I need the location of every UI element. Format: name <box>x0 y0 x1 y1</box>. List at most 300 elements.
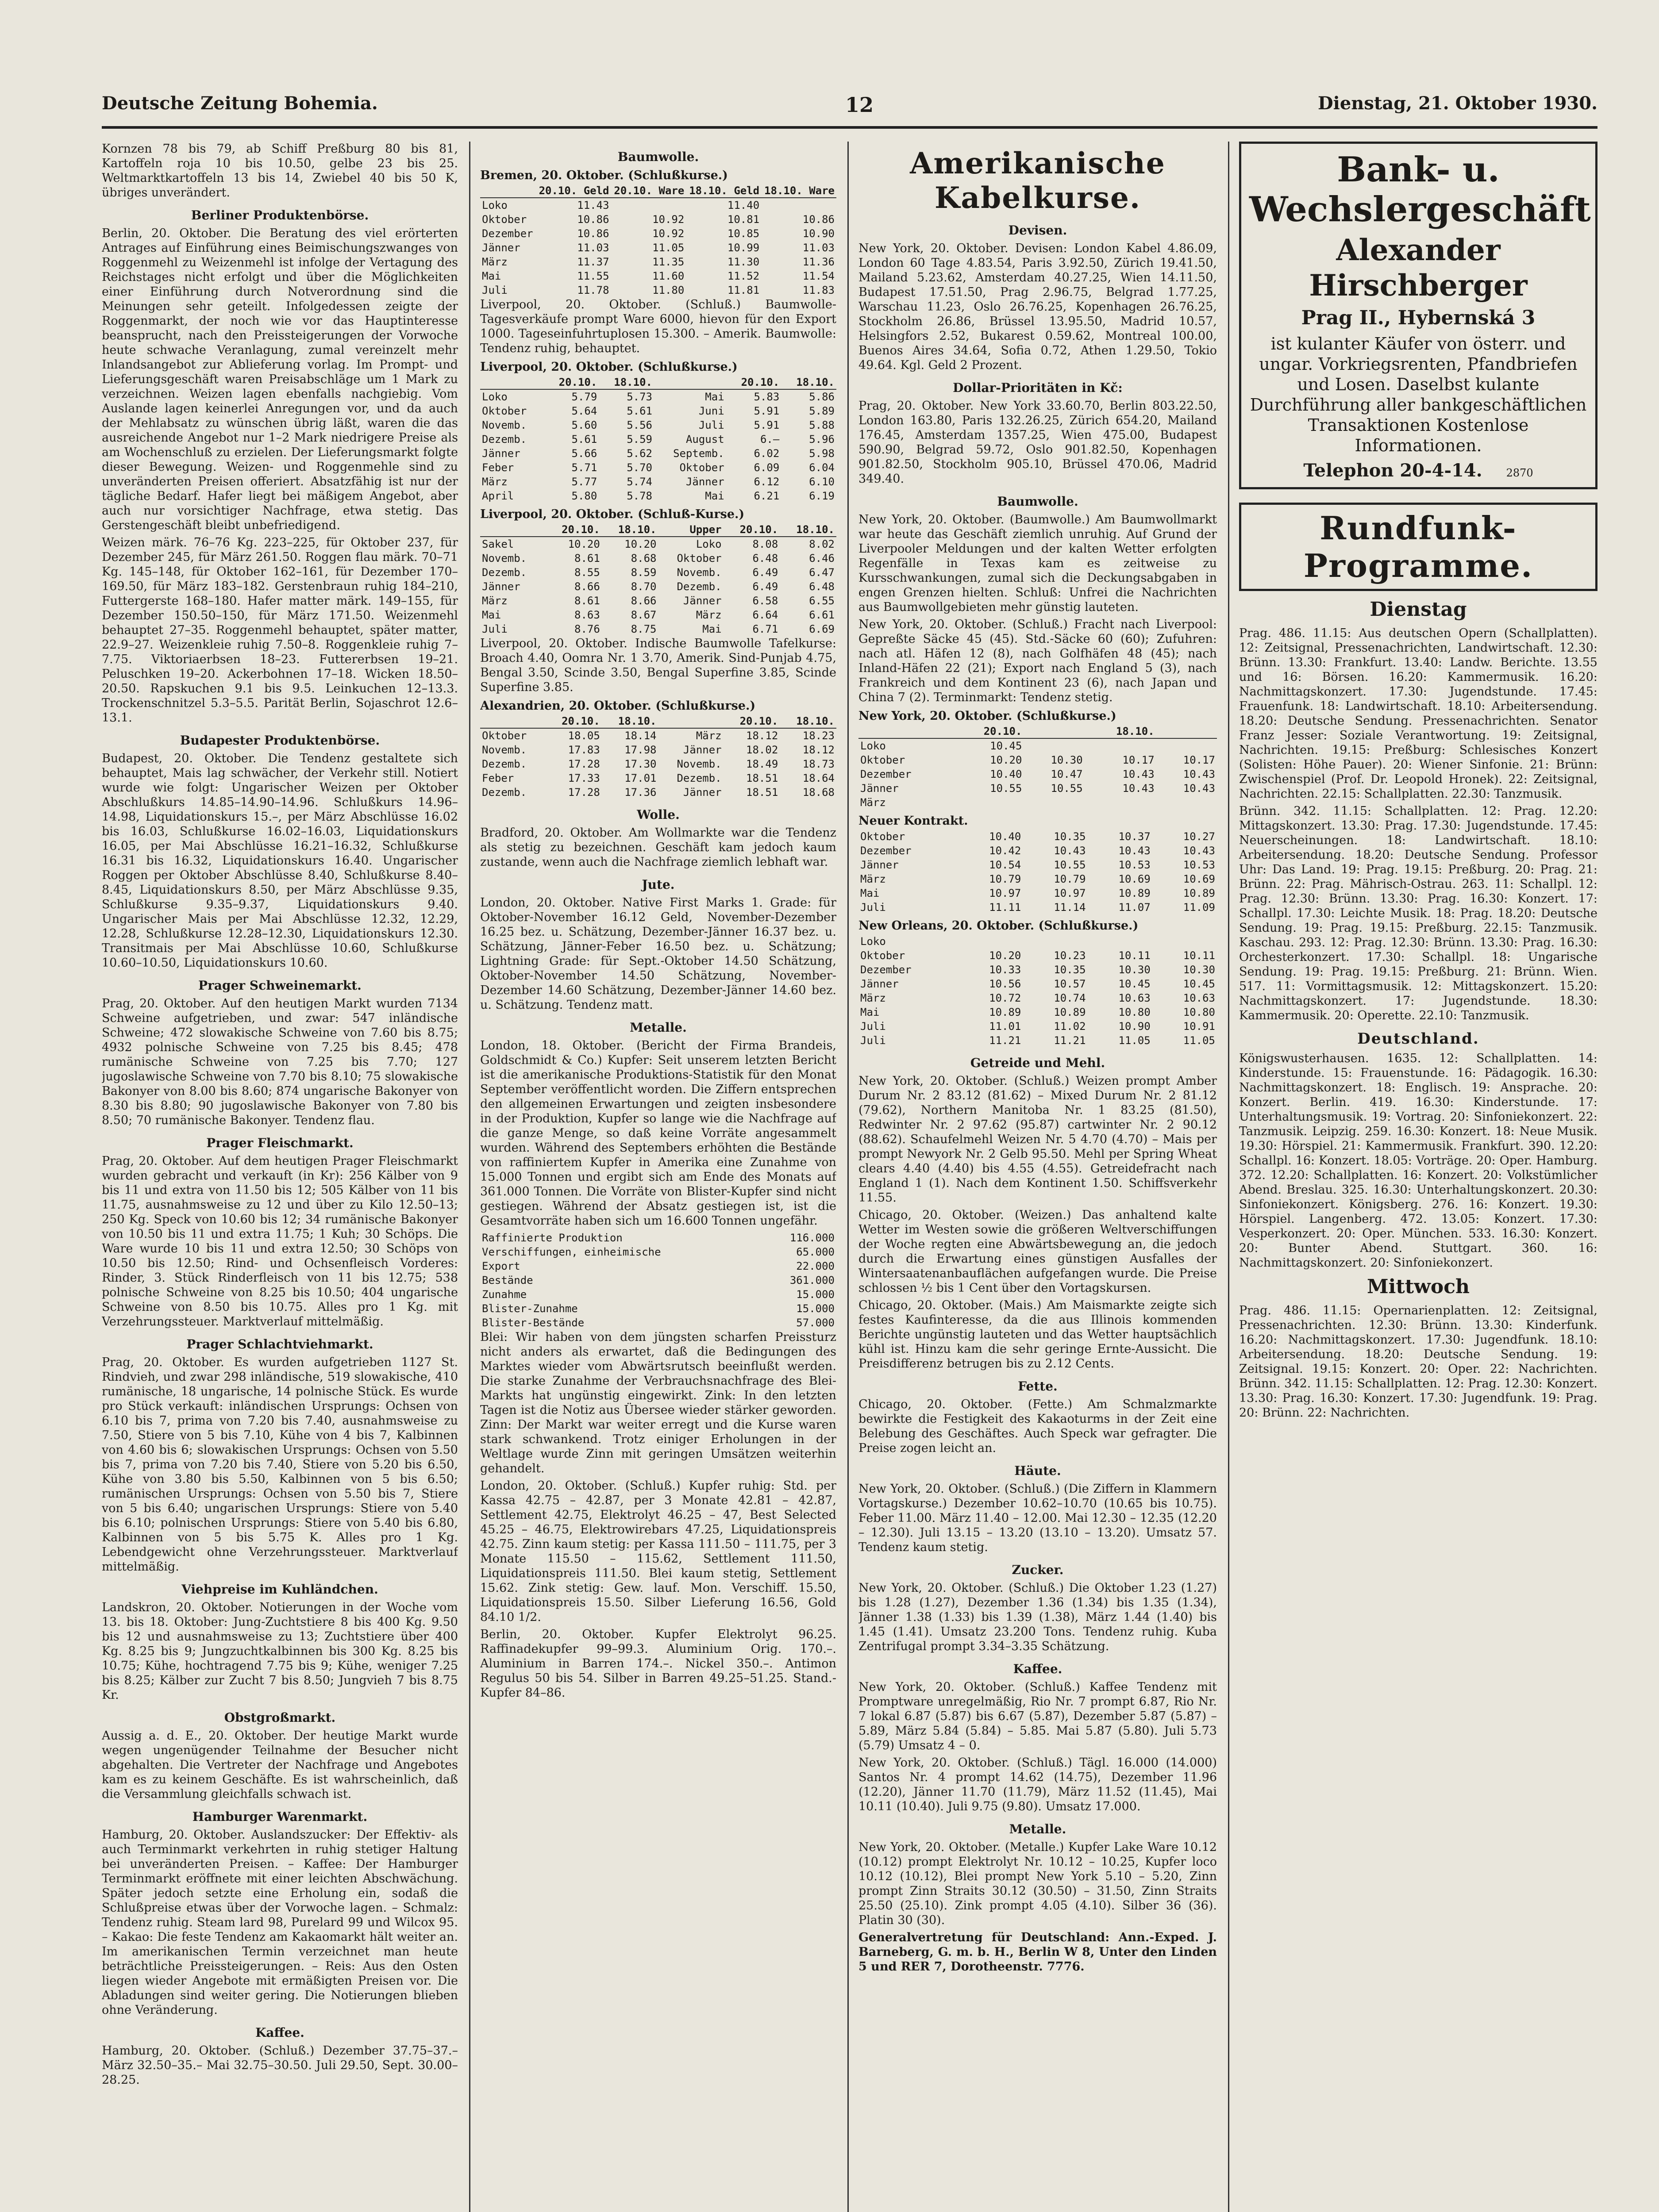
table-row <box>480 594 836 608</box>
report-paragraph: Liverpool, 20. Oktober. Indische Baumwolle Tafelkurse: Broach 4.40, Oomra Nr. 1 3.70, Amerik. Sind-Punjab 4.75, Bengal 3.50, Scinde 3.50, Bengal Superfine 3.85, Scinde Superfine 3.85. <box>480 637 836 694</box>
table-cell <box>1152 934 1217 949</box>
table-cell: Sakel <box>482 538 514 550</box>
table-row <box>858 949 1217 963</box>
liverpool-sakel-table <box>480 523 836 636</box>
table-cell: 10.86 <box>577 227 609 240</box>
table-caption: Bremen, 20. Oktober. (Schlußkurse.) <box>480 169 728 182</box>
section-title: Baumwolle. <box>617 150 699 164</box>
table-cell: 5.70 <box>627 461 652 474</box>
table-cell: Jänner <box>683 786 722 799</box>
table-cell: 8.61 <box>574 552 600 565</box>
table-cell: 10.43 <box>1054 845 1086 857</box>
table-cell: 11.02 <box>1054 1020 1086 1033</box>
section-title: Wolle. <box>637 807 680 822</box>
table-cell: 17.36 <box>624 786 657 799</box>
table-cell: 10.42 <box>989 845 1021 857</box>
country-heading: Deutschland. <box>1357 1030 1479 1048</box>
table-cell: 8.59 <box>631 566 657 579</box>
table-cell: Juli <box>482 284 508 296</box>
column-header <box>858 725 952 738</box>
table-row <box>858 781 1217 795</box>
table-cell: 8.67 <box>631 609 657 621</box>
table-cell <box>1085 795 1156 810</box>
table-cell: 5.96 <box>809 433 835 445</box>
table-row <box>480 461 836 475</box>
table-cell: 10.45 <box>1183 978 1215 990</box>
table-row <box>480 551 836 565</box>
column-header: 20.10. <box>726 376 781 389</box>
table-row <box>858 900 1217 914</box>
column-header <box>480 184 536 198</box>
report-paragraph: London, 20. Oktober. Native First Marks 1. Grade: für Oktober-November 16.12 Geld, November-Dezember 16.25 bez. u. Schätzung, Dezember-Jänner 16.37 bez. u. Schätzung, Jänner-Feber 16.50 bez. u. Schätzung; Lightning Grade: für Sept.-Oktober 14.50 Schätzung, Oktober-November 14.50 Schätzung, November-Dezember 14.60 Schätzung, Dezember-Jänner 14.60 bez. u. Schätzung. Tendenz matt. <box>480 896 836 1012</box>
table-cell: 11.01 <box>989 1020 1021 1033</box>
table-cell: 11.55 <box>577 270 609 282</box>
column-header <box>480 714 545 728</box>
report-paragraph: Prag, 20. Oktober. Auf dem heutigen Prager Fleischmarkt wurden gebracht und verkauft (in Kr): 256 Kälber von 9 bis 11 und extra von 11.50 bis 12; 505 Kälber von 11 bis 11.75, ausnahmsweise zu 12 und über zu Kilo 12.50–13; 250 Kg. Speck von 10.60 bis 12; 34 rumänische Bakonyer von 10.50 bis 11 und extra 11.75; 1 Kuh; 30 Schöps. Die Ware wurde 10 bis 11 und extra 12.50; 30 Schöps von 10.50 bis 12.50; Rind- und Ochsenfleisch Vorderes: Rinder, 3. Stück Rinderfleisch von 11 bis 12.75; 538 polnische Schweine von 8.25 bis 10.50; 404 ungarische Schweine von 8.50 bis 10.75. Alles pro 1 Kg. mit Verzehrungssteuer. Marktverlauf mittelmäßig. <box>102 1154 458 1329</box>
table-cell: 6.49 <box>752 580 778 593</box>
table-row <box>480 475 836 489</box>
column-header: 20.10. <box>544 376 599 389</box>
table-row <box>480 446 836 461</box>
newyork-cotton-table <box>858 725 1217 810</box>
column-commodities <box>480 142 836 2212</box>
table-cell: 5.98 <box>809 447 835 460</box>
section-title: Devisen. <box>1008 223 1067 238</box>
table-cell: März <box>860 796 886 809</box>
table-cell: 10.99 <box>727 242 760 254</box>
column-divider <box>1228 142 1229 2212</box>
table-cell: 5.56 <box>627 419 652 431</box>
table-cell: 6.61 <box>809 609 835 621</box>
table-cell: 18.14 <box>624 730 657 742</box>
report-paragraph: Berlin, 20. Oktober. Die Beratung des viel erörterten Antrages auf Einführung eines Beimischungszwanges von Roggenmehl zu Weizenmehl ist infolge der Vertagung des Reichstages nicht erfolgt und über die Möglichkeiten einer Einführung durch Notverordnung sind die Meinungen sehr geteilt. Infolgedessen zeigte der Roggenmarkt, der noch wie vor das Hauptinteresse beansprucht, nach den Preissteigerungen der Vorwoche heute schwache Veranlagung, zumal vereinzelt mehr Inlandsangebot zur Ablieferung vorlag. Im Prompt- und Lieferungsgeschäft waren Preisabschläge um 1 Mark zu verzeichnen. Weizen lagen ebenfalls nachgiebig. Vom Auslande lagen keinerlei Anregungen vor, und da auch der Mehlabsatz zu wünschen übrig läßt, waren die das ausreichende Angebot nur 1–2 Mark niedrigere Preise als am Wochenschluß zu erzielen. Der Lieferungsmarkt folgte dieser Bewegung. Weizen- und Roggenmehle sind zu unveränderten Preisen offeriert. Absatzfähig ist nur der tägliche Bedarf. Hafer liegt bei mäßigem Angebot, aber auch nur vorsichtiger Nachfrage, etwa stetig. Das Gerstengeschäft bleibt unbefriedigend. <box>102 227 458 532</box>
table-cell: 10.17 <box>1183 754 1215 766</box>
table-cell: 11.30 <box>727 256 760 268</box>
table-cell: 11.52 <box>727 270 760 282</box>
table-cell <box>1156 738 1217 753</box>
column-header: 20.10. <box>724 523 780 537</box>
table-row <box>480 757 836 771</box>
report-paragraph: Budapest, 20. Oktober. Die Tendenz gestaltete sich behauptet, Mais lag schwächer, der Verkehr still. Notiert wurde wie folgt: Ungarischer Weizen per Oktober Abschlußkurs 14.85–14.90–14.96. Schlußkurs 14.96–14.98, Liquidationskurs 15.–, per März Abschlüsse 16.02 bis 16.03, Schlußkurse 16.02–16.03, Liquidationskurs 16.05, per Mai Abschlüsse 16.21–16.32, Schlußkurse 16.31 bis 16.32, Liquidationskurs 16.40. Ungarischer Roggen per Oktober Abschlüsse 8.40, Schlußkurse 8.40–8.45, Liquidationskurs 8.50, per März Abschlüsse 9.35, Schlußkurse 9.35–9.37, Liquidationskurs 9.40. Ungarischer Mais per Mai Abschlüsse 12.32, 12.29, 12.28, Schlußkurse 12.28–12.30, Liquidationskurs 12.30. Transitmais per Mai Abschlüsse 10.60, Schlußkurse 10.60–10.50, Liquidationskurs 10.60. <box>102 752 458 970</box>
table-row <box>858 1019 1217 1033</box>
table-row <box>480 743 836 757</box>
table-cell: 17.98 <box>624 744 657 756</box>
table-cell: 18.68 <box>802 786 835 799</box>
table-row <box>858 753 1217 767</box>
table-cell: 8.02 <box>809 538 835 550</box>
ad-telephone <box>1249 460 1587 481</box>
table-row <box>480 227 836 241</box>
table-cell: Dezemb. <box>482 566 527 579</box>
table-cell: 10.43 <box>1183 782 1215 795</box>
table-cell: 10.11 <box>1118 949 1151 962</box>
table-row <box>480 1287 836 1302</box>
table-cell: 8.76 <box>574 623 600 635</box>
table-row <box>480 1231 836 1245</box>
column-divider <box>469 142 470 2212</box>
table-cell <box>1023 934 1087 949</box>
table-cell: 10.17 <box>1122 754 1155 766</box>
table-cell: 5.71 <box>571 461 597 474</box>
table-cell: 6.46 <box>809 552 835 565</box>
table-header-row <box>480 714 836 728</box>
table-row <box>858 767 1217 781</box>
table-cell: Novemb. <box>482 744 527 756</box>
table-row <box>480 1302 836 1316</box>
table-cell: Dezemb. <box>482 758 527 770</box>
table-cell: 15.000 <box>796 1288 835 1301</box>
column-markets <box>102 142 458 2212</box>
radio-programs-title: Rundfunk-Programme. <box>1239 503 1597 591</box>
table-cell: Novemb. <box>677 758 722 770</box>
table-row <box>480 241 836 255</box>
section-title: Prager Schweinemarkt. <box>198 978 362 993</box>
newyork-new-contract-table <box>858 830 1217 914</box>
table-row <box>858 738 1217 753</box>
table-cell: Jänner <box>685 476 724 488</box>
table-row <box>858 934 1217 949</box>
table-row <box>858 830 1217 844</box>
table-cell: 5.62 <box>627 447 652 460</box>
table-cell: 18.64 <box>802 772 835 784</box>
table-cell: 116.000 <box>789 1232 835 1244</box>
table-cell: 8.66 <box>631 595 657 607</box>
table-cell: 11.09 <box>1183 901 1215 914</box>
report-paragraph: New York, 20. Oktober. (Schluß.) Kaffee Tendenz mit Promptware unregelmäßig, Rio Nr. 7 prompt 6.87, Rio Nr. 7 lokal 6.87 (5.87) bis 6.67 (5.87), Dezember 5.87 (5.87) – 5.89, März 5.84 (5.84) – 5.85. Mai 5.87 (5.80). Juli 5.73 (5.79) Umsatz 4 – 0. <box>858 1680 1217 1752</box>
table-row <box>480 432 836 446</box>
table-cell: 65.000 <box>796 1246 835 1258</box>
column-header <box>480 376 544 389</box>
radio-listing: Brünn. 342. 11.15: Schallplatten. 12: Prag. 12.20: Mittagskonzert. 13.30: Prag. 17.30: Jugendstunde. 17.45: Neuerscheinungen. 18: Landwirtschaft. 18.10: Arbeitersendung. 18.20: Deutsche Sendung. Professor Uhr: Das Land. 19: Prag. 19.15: Preßburg. 20: Prag. 21: Brünn. 22: Prag. Mährisch-Ostrau. 263. 11: Schallpl. 12: Prag. 12.30: Brünn. 13.30: Prag. 16.30: Konzert. 17: Schallpl. 17.30: Leichte Musik. 18: Prag. 18.20: Deutsche Sendung. 19: Prag. 19.15: Preßburg. 22.15: Tanzmusik. Kaschau. 293. 12: Prag. 12.30: Brünn. 13.30: Prag. 16.30: Orchesterkonzert. 17.30: Schallpl. 18: Ungarische Sendung. 19: Prag. 19.15: Preßburg. 21: Brünn. Wien. 517. 11: Vormittagsmusik. 12: Mittagskonzert. 15.20: Nachmittagskonzert. 17: Jugendstunde. 18.30: Kammermusik. 20: Operette. 22.10: Tanzmusik. <box>1239 804 1597 1022</box>
table-cell: 6.— <box>760 433 780 445</box>
table-cell: 10.35 <box>1054 964 1086 976</box>
report-paragraph: London, 18. Oktober. (Bericht der Firma Brandeis, Goldschmidt & Co.) Kupfer: Seit unserem letzten Bericht ist die amerikanische Produktions-Statistik für den Monat September veröffentlicht worden. Die Ziffern entsprechen den allgemeinen Erwartungen und zeigten insbesondere in der Produktion, Kupfer so lange wie die Nachfrage auf die ganze Menge, so daß keine Vorräte angesammelt wurden. Während des Septembers erhöhten die Bestände von raffiniertem Kupfer in Amerika eine Zunahme von 15.000 Tonnen und ergibt sich am Ende des Monats auf 361.000 Tonnen. Die Vorräte von Blister-Kupfer sind nicht gestiegen. Während der Absatz gestiegen ist, ist die Gesamtvorräte haben sich um 16.600 Tonnen ungefähr. <box>480 1039 836 1228</box>
table-cell: 18.02 <box>746 744 778 756</box>
table-cell: 6.58 <box>752 595 778 607</box>
table-cell: 11.40 <box>727 199 760 211</box>
table-cell: Septemb. <box>673 447 724 460</box>
table-cell: Loko <box>482 391 508 403</box>
table-cell: 10.89 <box>1118 887 1151 899</box>
table-cell: Oktober <box>482 405 527 417</box>
table-caption: New York, 20. Oktober. (Schlußkurse.) <box>858 709 1116 723</box>
table-cell: 10.72 <box>989 992 1021 1004</box>
report-paragraph: Berlin, 20. Oktober. Kupfer Elektrolyt 96.25. Raffinadekupfer 99–99.3. Aluminium Orig. 170.–. Aluminium in Barren 174.–. Nickel 350.–. Antimon Regulus 50 bis 54. Silber in Barren 49.25–51.25. Stand.-Kupfer 84–86. <box>480 1628 836 1700</box>
section-title: Getreide und Mehl. <box>970 1056 1105 1070</box>
table-cell: 11.60 <box>652 270 685 282</box>
column-ads-radio <box>1239 142 1597 2212</box>
table-row <box>480 771 836 785</box>
table-cell: 6.49 <box>752 566 778 579</box>
table-row <box>858 858 1217 872</box>
table-cell: Dezemb. <box>482 786 527 799</box>
newspaper-name: Deutsche Zeitung Bohemia. <box>102 93 378 114</box>
table-cell: Oktober <box>482 213 527 226</box>
table-cell: 10.69 <box>1183 873 1215 885</box>
report-paragraph: Prag, 20. Oktober. Auf den heutigen Markt wurden 7134 Schweine aufgetrieben, und zwar: 547 inländische Schweine; 472 slowakische Schweine von 7.60 bis 8.75; 4932 polnische Schweine von 7.25 bis 8.45; 478 rumänische Schweine von 7.25 bis 7.70; 127 jugoslawische Schweine von 7.70 bis 8.10; 75 slowakische Bakonyer von 8.00 bis 8.60; 874 ungarische Bakonyer von 8.30 bis 8.80; 90 jugoslawische Bakonyer von 7.80 bis 8.50; 70 rumänische Bakonyer. Tendenz flau. <box>102 997 458 1127</box>
column-header <box>658 714 723 728</box>
table-cell: 17.28 <box>568 758 600 770</box>
table-cell: Oktober <box>860 949 905 962</box>
table-cell: 11.80 <box>652 284 685 296</box>
table-cell: 17.01 <box>624 772 657 784</box>
report-paragraph: Prag, 20. Oktober. New York 33.60.70, Berlin 803.22.50, London 163.80, Paris 132.26.25, Zürich 654.20, Mailand 176.45, Amsterdam 1357.25, Wien 475.00, Budapest 590.90, Belgrad 59.72, Oslo 901.82.50, Kopenhagen 901.82.50, Stockholm 905.10, Brüssel 470.06, Madrid 349.40. <box>858 399 1217 486</box>
table-cell: 10.89 <box>1054 1006 1086 1018</box>
table-cell: Zunahme <box>482 1288 527 1301</box>
table-cell: 11.36 <box>802 256 835 268</box>
section-title: Hamburger Warenmarkt. <box>192 1809 368 1824</box>
table-cell: Novemb. <box>482 552 527 565</box>
table-row <box>480 1259 836 1273</box>
table-cell: 361.000 <box>789 1274 835 1286</box>
table-cell: Raffinierte Produktion <box>482 1232 623 1244</box>
table-cell: 11.54 <box>802 270 835 282</box>
table-row <box>480 1316 836 1330</box>
table-cell: 10.20 <box>989 949 1021 962</box>
section-title: Berliner Produktenbörse. <box>191 208 369 223</box>
table-row <box>858 795 1217 810</box>
report-paragraph: New York, 20. Oktober. Devisen: London Kabel 4.86.09, London 60 Tage 4.83.54, Paris 3.92.50, Zürich 19.41.50, Mailand 5.23.62, Amsterdam 40.27.25, Wien 14.11.50, Budapest 17.51.50, Prag 2.96.75, Belgrad 1.77.25, Warschau 11.23, Oslo 26.76.25, Kopenhagen 26.76.25, Stockholm 26.86, Brüssel 13.95.50, Madrid 10.57, Helsingfors 2.52, Bukarest 0.59.62, Montreal 100.00, Buenos Aires 34.64, Sofia 0.72, Athen 1.29.50, Tokio 49.64. Kgl. Geld 2 Prozent. <box>858 242 1217 372</box>
table-cell: 17.33 <box>568 772 600 784</box>
table-cell <box>1088 934 1152 949</box>
table-cell: Loko <box>860 935 886 948</box>
report-paragraph: Aussig a. d. E., 20. Oktober. Der heutige Markt wurde wegen ungenügender Teilnahme der Besucher nicht abgehalten. Die Vertreter der Nachfrage und Angebotes kam es zu keinem Geschäfte. Es ist wahrscheinlich, daß die Versammlung gleichfalls schwach ist. <box>102 1729 458 1801</box>
table-cell: Verschiffungen, einheimische <box>482 1246 661 1258</box>
report-paragraph: Weizen märk. 76–76 Kg. 223–225, für Oktober 237, für Dezember 245, für März 261.50. Roggen flau märk. 70–71 Kg. 145–148, für Oktober 162–161, für Dezember 170–169.50, für März 183–182. Gerstenbraun ruhig 184–210, Futtergerste 168–180. Hafer matter märk. 149–155, für Dezember 150.50–150, für März 171.50. Weizenmehl behauptet 27–35. Roggenmehl behauptet, später matter, 22.9–27. Weizenkleie ruhig 7.50–8. Roggenkleie ruhig 7–7.75. Viktoriaerbsen 18–23. Futtererbsen 19–21. Peluschken 19–20. Ackerbohnen 17–18. Wicken 18.50–20.50. Rapskuchen 9.1 bis 9.5. Leinkuchen 12–13.3. Trockenschnitzel 5.3–5.5. Parität Berlin, Sojaschrot 12.6–13.1. <box>102 536 458 725</box>
table-cell: Mai <box>482 609 501 621</box>
column-header: 20.10. Ware <box>611 184 686 198</box>
table-cell: 10.97 <box>1054 887 1086 899</box>
table-cell: 10.90 <box>1118 1020 1151 1033</box>
table-cell: 6.48 <box>809 580 835 593</box>
table-cell: 10.80 <box>1118 1006 1151 1018</box>
table-cell: 10.91 <box>1183 1020 1215 1033</box>
table-row <box>480 580 836 594</box>
column-header: 20.10. <box>545 714 602 728</box>
table-header-row <box>480 184 836 198</box>
report-paragraph: Prag, 20. Oktober. Es wurden aufgetrieben 1127 St. Rindvieh, und zwar 298 inländische, 519 slowakische, 410 rumänische, 18 ungarische, 14 polnische Stück. Es wurde pro Stück verkauft: inländischen Ursprungs: Ochsen von 6.10 bis 7, prima von 7.20 bis 7.40, ausnahmsweise zu 7.50, Stiere von 5 bis 7.10, Kühe von 4 bis 7, Kalbinnen von 4.60 bis 6; slowakischen Ursprungs: Ochsen von 5.50 bis 7, prima von 7.20 bis 7.40, Stiere von 5.20 bis 6.50, Kühe von 3.80 bis 5.50, Kalbinnen von 5 bis 6.50; rumänischen Ursprungs: Ochsen von 5.50 bis 7, Stiere von 5 bis 6.40; ungarischen Ursprungs: Stiere von 5.40 bis 6.10; polnischen Ursprungs: Stiere von 5.40 bis 6.80, Kalbinnen von 5 bis 5.75 K. Alles pro 1 Kg. Lebendgewicht ohne Verzehrungssteuer. Marktverlauf mittelmäßig. <box>102 1356 458 1574</box>
table-cell: Juli <box>698 419 724 431</box>
table-cell: 5.73 <box>627 391 652 403</box>
table-row <box>480 622 836 636</box>
section-title: Prager Schlachtviehmarkt. <box>186 1337 373 1352</box>
table-cell: 11.37 <box>577 256 609 268</box>
table-cell: Jänner <box>860 978 899 990</box>
table-cell: 5.79 <box>571 391 597 403</box>
table-cell: 6.47 <box>809 566 835 579</box>
table-cell <box>1085 738 1156 753</box>
table-cell: 10.40 <box>989 830 1021 843</box>
table-cell: 10.80 <box>1183 1006 1215 1018</box>
table-cell: 8.66 <box>574 580 600 593</box>
column-header: 20.10. <box>724 714 780 728</box>
table-cell: 11.07 <box>1118 901 1151 914</box>
table-cell: Jänner <box>860 782 899 795</box>
table-row <box>858 872 1217 886</box>
table-cell: 11.78 <box>577 284 609 296</box>
day-heading-tuesday: Dienstag <box>1370 598 1467 621</box>
table-cell: August <box>685 433 724 445</box>
table-cell: 10.53 <box>1118 859 1151 871</box>
table-cell: 10.11 <box>1183 949 1215 962</box>
table-cell: Mai <box>702 623 722 635</box>
column-header: 18.10. <box>1085 725 1156 738</box>
report-paragraph: Blei: Wir haben von dem jüngsten scharfen Preissturz nicht anders als erwartet, daß die Bedingungen des Marktes wieder vom Abwärtsrutsch beeinflußt werden. Die starke Zunahme der Verbrauchsnachfrage des Blei-Markts hat ungünstig eingewirkt. Zink: In den letzten Tagen ist die Notiz aus Übersee wieder stärker geworden. Zinn: Der Markt war weiter erregt und die Kurse waren stark schwankend. Trotz einiger Erholungen in der Weltlage wurde Zinn mit geringen Umsätzen weiterhin gehandelt. <box>480 1330 836 1475</box>
table-cell: Mai <box>860 887 880 899</box>
american-cables-title: Amerikanische Kabelkurse. <box>910 146 1166 215</box>
day-heading-wednesday: Mittwoch <box>1366 1275 1470 1298</box>
section-title: Zucker. <box>1012 1563 1064 1577</box>
table-cell: 11.03 <box>577 242 609 254</box>
table-cell: 11.83 <box>802 284 835 296</box>
table-cell: 5.64 <box>571 405 597 417</box>
header-rule <box>102 126 1597 129</box>
table-cell: 10.54 <box>989 859 1021 871</box>
table-cell: 5.83 <box>754 391 780 403</box>
table-cell: Dezemb. <box>677 772 722 784</box>
table-cell: März <box>696 609 722 621</box>
section-title: Budapester Produktenbörse. <box>180 733 380 748</box>
table-cell: 5.86 <box>809 391 835 403</box>
column-header <box>1024 725 1084 738</box>
report-paragraph: New York, 20. Oktober. (Schluß.) Fracht nach Liverpool: Gepreßte Säcke 45 (45). Std.-Säcke 60 (60); Zufuhren: nach atl. Häfen 12 (8), nach Golfhäfen 48 (45); nach Inland-Häfen 22 (21); Export nach England 5 (3), nach Frankreich und dem Kontinent 23 (6), nach Japan und China 7 (2). Terminmarkt: Tendenz stetig. <box>858 618 1217 704</box>
table-cell: 18.12 <box>746 730 778 742</box>
table-cell: 5.77 <box>571 476 597 488</box>
section-title: Häute. <box>1014 1463 1061 1478</box>
table-cell: 8.63 <box>574 609 600 621</box>
table-cell: Oktober <box>860 754 905 766</box>
table-cell: Export <box>482 1260 520 1272</box>
table-cell: 18.51 <box>746 772 778 784</box>
alexandria-cotton-table <box>480 714 836 799</box>
table-cell: 10.45 <box>1118 978 1151 990</box>
page-header <box>102 93 1597 119</box>
section-title: Jute. <box>642 877 675 892</box>
table-cell: 10.30 <box>1051 754 1083 766</box>
table-row <box>480 198 836 212</box>
market-reports <box>102 142 458 2087</box>
table-row <box>858 991 1217 1005</box>
section-title: Kaffee. <box>1013 1662 1062 1676</box>
table-cell: 10.45 <box>990 740 1022 752</box>
table-cell: 5.59 <box>627 433 652 445</box>
table-cell: März <box>482 256 508 268</box>
table-cell: 10.63 <box>1183 992 1215 1004</box>
table-cell: 5.78 <box>627 490 652 502</box>
table-cell: 10.47 <box>1051 768 1083 780</box>
column-header <box>1156 725 1217 738</box>
table-cell: April <box>482 490 514 502</box>
column-header: 20.10. <box>952 725 1024 738</box>
column-header: 18.10. <box>781 376 836 389</box>
table-cell: 11.05 <box>1118 1034 1151 1047</box>
table-cell: Feber <box>482 461 514 474</box>
table-cell: 22.000 <box>796 1260 835 1272</box>
table-cell: Mai <box>860 1006 880 1018</box>
table-cell: 8.08 <box>752 538 778 550</box>
column-header: Upper <box>658 523 723 537</box>
general-agency-note: Generalvertretung für Deutschland: Ann.-Exped. J. Barneberg, G. m. b. H., Berlin W 8, Unter den Linden 5 und RER 7, Dorotheenstr. 7776. <box>858 1931 1217 1974</box>
table-cell: 5.91 <box>754 405 780 417</box>
ad-address: Prag II., Hybernská 3 <box>1301 307 1536 329</box>
section-title: Viehpreise im Kuhländchen. <box>181 1582 378 1597</box>
table-cell: Novemb. <box>677 566 722 579</box>
table-cell: Juli <box>482 623 508 635</box>
column-header <box>480 523 545 537</box>
column-header: 18.10. Geld <box>686 184 761 198</box>
table-cell: März <box>696 730 722 742</box>
table-cell: 8.61 <box>574 595 600 607</box>
table-cell: Feber <box>482 772 514 784</box>
table-cell: 10.30 <box>1183 964 1215 976</box>
report-paragraph: Hamburg, 20. Oktober. (Schluß.) Dezember 37.75–37.– März 32.50–35.– Mai 32.75–30.50. Juli 29.50, Sept. 30.00–28.25. <box>102 2044 458 2087</box>
table-cell: Loko <box>696 538 722 550</box>
table-cell: Blister-Bestände <box>482 1317 585 1329</box>
table-cell: Mai <box>482 270 501 282</box>
table-cell: 10.43 <box>1183 768 1215 780</box>
table-cell: 10.43 <box>1122 782 1155 795</box>
table-cell: Jänner <box>860 859 899 871</box>
report-paragraph: New York, 20. Oktober. (Baumwolle.) Am Baumwollmarkt war heute das Geschäft ziemlich unruhig. Auf Grund der Liverpooler Meldungen und der kalten Wetter erfolgten Regenfälle in Texas kam es zeitweise zu Kursschwankungen, zumal sich die Deckungsabgaben in engen Grenzen hielten. Schluß: Unfrei die Nachrichten aus Baumwollgebieten mehr günstig lauteten. <box>858 513 1217 614</box>
table-cell: 11.05 <box>1183 1034 1215 1047</box>
table-caption: Alexandrien, 20. Oktober. (Schlußkurse.) <box>480 699 756 713</box>
table-cell: 6.69 <box>809 623 835 635</box>
bank-advertisement <box>1239 142 1597 489</box>
table-cell: 10.74 <box>1054 992 1086 1004</box>
table-cell <box>952 795 1024 810</box>
table-cell: 8.68 <box>631 552 657 565</box>
table-row <box>858 1033 1217 1048</box>
column-header: 18.10. <box>599 376 654 389</box>
column-divider <box>847 142 849 2212</box>
column-header: 18.10. <box>602 523 658 537</box>
table-cell: 10.55 <box>1051 782 1083 795</box>
table-cell: 15.000 <box>796 1302 835 1315</box>
report-paragraph: Landskron, 20. Oktober. Notierungen in der Woche vom 13. bis 18. Oktober: Jung-Zuchtstiere 8 bis 400 Kg. 9.50 bis 12 und ausnahmsweise zu 13; Zuchtstiere über 400 Kg. 8.25 bis 9; Jungzuchtkalbinnen bis 300 Kg. 8.25 bis 10.75; Kühe, hochtragend 7.75 bis 9; Kühe, weniger 7.25 bis 8.25; Kälber zur Zucht 7 bis 8.50; Jungvieh 7 bis 8.75 Kr. <box>102 1601 458 1702</box>
column-header: 18.10. <box>602 714 658 728</box>
table-cell: 6.09 <box>754 461 780 474</box>
table-cell: 11.43 <box>577 199 609 211</box>
table-cell: Jänner <box>482 580 520 593</box>
table-cell: 6.02 <box>754 447 780 460</box>
table-cell: Oktober <box>679 461 724 474</box>
table-cell: 10.40 <box>990 768 1022 780</box>
table-cell: 6.55 <box>809 595 835 607</box>
report-paragraph: Kornzen 78 bis 79, ab Schiff Preßburg 80 bis 81, Kartoffeln roja 10 bis 10.50, gelbe 23 bis 25. Weltmarktkartoffeln 13 bis 14, Zwiebel 40 bis 50 K, übriges unverändert. <box>102 142 458 200</box>
table-cell: 10.56 <box>989 978 1021 990</box>
table-cell: 10.20 <box>990 754 1022 766</box>
table-cell: 57.000 <box>796 1317 835 1329</box>
table-cell <box>611 198 686 212</box>
table-cell: 6.10 <box>809 476 835 488</box>
table-cell: 11.81 <box>727 284 760 296</box>
table-cell: 5.60 <box>571 419 597 431</box>
report-paragraph: Chicago, 20. Oktober. (Mais.) Am Maismarkte zeigte sich festes Kaufinteresse, da die aus Illinois kommenden Berichte ungünstig lauteten und das Wetter hauptsächlich kühl ist. Hinzu kam die sehr geringe Ernte-Aussicht. Die Preisdifferenz betrugen bis zu 2.12 Cents. <box>858 1298 1217 1371</box>
table-row <box>858 844 1217 858</box>
table-cell <box>761 198 836 212</box>
table-row <box>480 283 836 297</box>
table-cell: 10.55 <box>990 782 1022 795</box>
table-cell: 11.14 <box>1054 901 1086 914</box>
table-cell: 8.55 <box>574 566 600 579</box>
table-cell: 17.83 <box>568 744 600 756</box>
table-cell: Jänner <box>482 447 520 460</box>
table-cell: 10.35 <box>1054 830 1086 843</box>
table-row <box>480 1245 836 1259</box>
table-cell: 10.92 <box>652 227 685 240</box>
table-cell: 10.53 <box>1183 859 1215 871</box>
table-caption: New Orleans, 20. Oktober. (Schlußkurse.) <box>858 919 1139 933</box>
